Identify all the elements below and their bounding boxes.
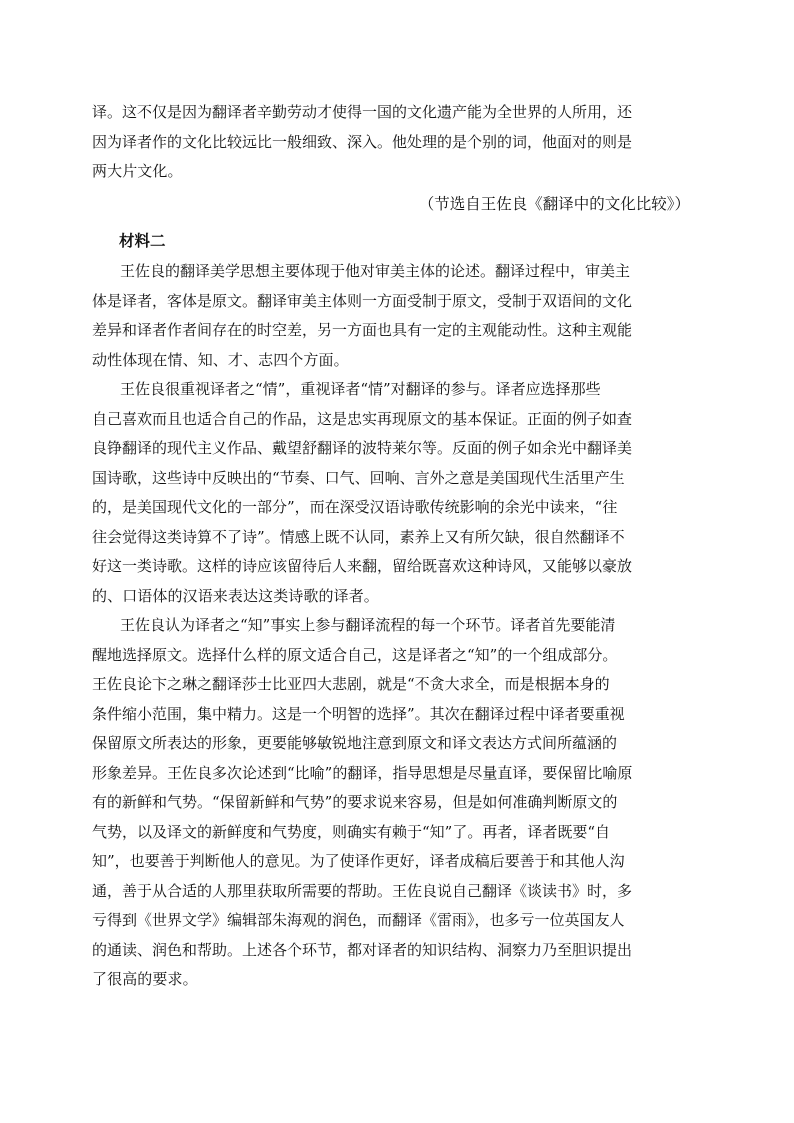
text-line: 的、口语体的汉语来表达这类诗歌的译者。 bbox=[92, 586, 379, 605]
text-line: 往会觉得这类诗算不了诗”。情感上既不认同，素养上又有所欠缺，很自然翻译不 bbox=[92, 527, 625, 546]
text-line: 王佐良的翻译美学思想主要体现于他对审美主体的论述。翻译过程中，审美主 bbox=[120, 262, 631, 280]
paragraph-3 bbox=[92, 611, 700, 995]
text-line: 译。这不仅是因为翻译者辛勤劳动才使得一国的文化遗产能为全世界的人所用，还 bbox=[92, 103, 633, 121]
text-line: 条件缩小范围，集中精力。这是一个明智的选择”。其次在翻译过程中译者要重视 bbox=[92, 704, 625, 723]
text-line: 醒地选择原文。选择什么样的原文适合自己，这是译者之“知”的一个组成部分。 bbox=[92, 645, 618, 664]
text-line: 体是译者，客体是原文。翻译审美主体则一方面受制于原文，受制于双语间的文化 bbox=[92, 291, 633, 310]
text-line: 气势，以及译文的新鲜度和气势度，则确实有赖于“知”了。再者，译者既要“自 bbox=[92, 822, 611, 841]
text-line: 形象差异。王佐良多次论述到“比喻”的翻译，指导思想是尽量直译，要保留比喻原 bbox=[92, 763, 633, 782]
text-line: 因为译者作的文化比较远比一般细致、深入。他处理的是个别的词，他面对的则是 bbox=[92, 132, 633, 151]
text-line: 良铮翻译的现代主义作品、戴望舒翻译的波特莱尔等。反面的例子如余光中翻译美 bbox=[92, 439, 633, 457]
text-line: 王佐良认为译者之“知”事实上参与翻译流程的每一个环节。译者首先要能清 bbox=[120, 616, 616, 634]
text-line: 知”，也要善于判断他人的意见。为了使译作更好，译者成稿后要善于和其他人沟 bbox=[92, 852, 625, 870]
text-line: 亏得到《世界文学》编辑部朱海观的润色，而翻译《雷雨》，也多亏一位英国友人 bbox=[92, 911, 625, 929]
text-line: 了很高的要求。 bbox=[92, 970, 198, 988]
paragraph-1 bbox=[92, 257, 700, 375]
text-line: 自己喜欢而且也适合自己的作品，这是忠实再现原文的基本保证。正面的例子如查 bbox=[92, 409, 633, 428]
text-line: 差异和译者作者间存在的时空差，另一方面也具有一定的主观能动性。这种主观能 bbox=[92, 321, 633, 339]
text-line: 的通读、润色和帮助。上述各个环节，都对译者的知识结构、洞察力乃至胆识提出 bbox=[92, 940, 633, 959]
section-heading: 材料二 bbox=[119, 232, 166, 250]
text-line: 动性体现在情、知、才、志四个方面。 bbox=[92, 350, 349, 369]
text-line: 通，善于从合适的人那里获取所需要的帮助。王佐良说自己翻译《谈读书》时，多 bbox=[92, 881, 633, 900]
text-line: 王佐良论卞之琳之翻译莎士比亚四大悲剧，就是“不贪大求全，而是根据本身的 bbox=[92, 675, 610, 693]
text-line: 国诗歌，这些诗中反映出的“节奏、口气、回响、言外之意是美国现代生活里产生 bbox=[92, 468, 625, 487]
source-citation: （节选自王佐良《翻译中的文化比较》） bbox=[418, 195, 690, 213]
text-line: 两大片文化。 bbox=[92, 162, 183, 180]
text-line: 王佐良很重视译者之“情”，重视译者“情”对翻译的参与。译者应选择那些 bbox=[120, 380, 601, 398]
text-line: 好这一类诗歌。这样的诗应该留待后人来翻，留给既喜欢这种诗风，又能够以豪放 bbox=[92, 557, 633, 575]
text-line: 的，是美国现代文化的一部分”，而在深受汉语诗歌传统影响的余光中读来，“往 bbox=[92, 498, 618, 516]
paragraph-2 bbox=[92, 375, 700, 611]
text-line: 有的新鲜和气势。“保留新鲜和气势”的要求说来容易，但是如何准确判断原文的 bbox=[92, 793, 618, 811]
text-line: 保留原文所表达的形象，更要能够敏锐地注意到原文和译文表达方式间所蕴涵的 bbox=[92, 734, 618, 752]
intro-paragraph bbox=[92, 98, 700, 187]
